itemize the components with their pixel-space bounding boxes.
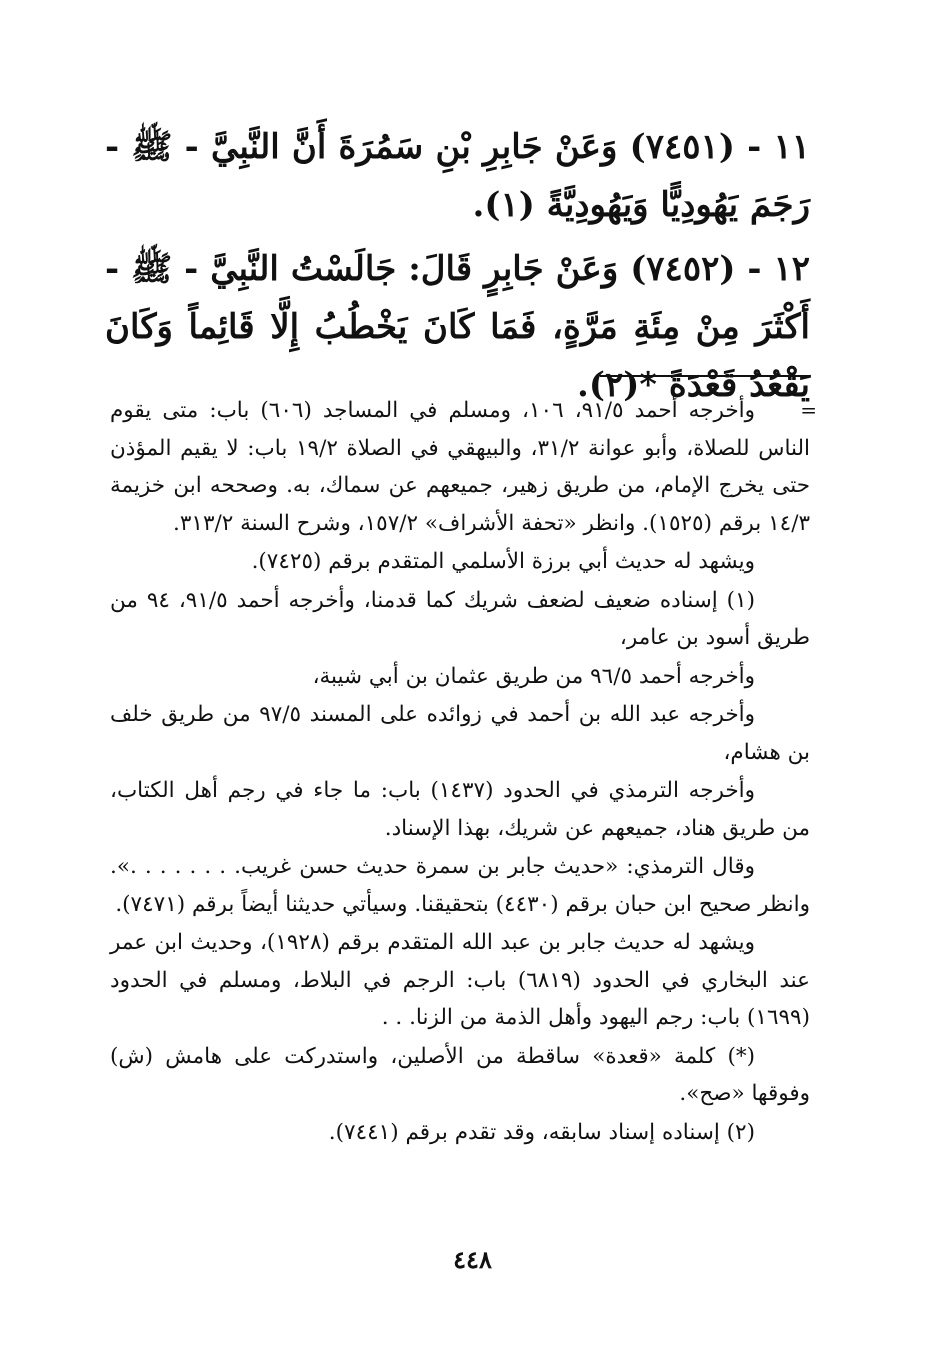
footnote-paragraph: وأخرجه عبد الله بن أحمد في زوائده على المسند ٩٧/٥ من طريق خلف بن هشام، [110,702,810,765]
footnote-paragraph: ويشهد له حديث أبي برزة الأسلمي المتقدم برقم (٧٤٢٥). [251,549,755,574]
footnote-paragraph: وقال الترمذي: «حديث جابر بن سمرة حديث حسن غريب. . . . . . . .». وانظر صحيح ابن حبان برقم (٤٤٣٠) بتحقيقنا. وسيأتي حديثنا أيضاً برقم (٧٤٧١). [110,854,810,917]
footnote-paragraph: ويشهد له حديث جابر بن عبد الله المتقدم برقم (١٩٢٨)، وحديث ابن عمر عند البخاري في الحدود (٦٨١٩) باب: الرجم في البلاط، ومسلم في الحدود (١٦٩٩) باب: رجم اليهود وأهل الذمة من الزنا. . . [110,930,810,1030]
footnote-paragraph: (٢) إسناده إسناد سابقه، وقد تقدم برقم (٧٤٤١). [328,1119,755,1145]
hadith-text: ١٢ - (٧٤٥٢) وَعَنْ جَابِرٍ قَالَ: جَالَسْتُ النَّبِيَّ - ﷺ - أَكْثَرَ مِنْ مِئَةِ مَرَّةٍ، فَمَا كَانَ يَخْطُبُ إِلَّا قَائِماً وَكَانَ يَقْعُدُ قَعْدَةً *(٢). [105,249,811,405]
continuation-mark: = [800,398,817,422]
footnote-paragraph: (١) إسناده ضعيف لضعف شريك كما قدمنا، وأخرجه أحمد ٩١/٥، ٩٤ من طريق أسود بن عامر، [110,587,810,650]
page-number: ٤٤٨ [453,1245,492,1274]
footnotes [110,392,810,1152]
footnote-paragraph: وأخرجه أحمد ٩١/٥، ١٠٦، ومسلم في المساجد (٦٠٦) باب: متى يقوم الناس للصلاة، وأبو عوانة ٣١/٢، والبيهقي في الصلاة ١٩/٢ باب: لا يقيم المؤذن حتى يخرج الإمام، من طريق زهير، جميعهم عن سماك، به. وصححه ابن خزيمة ١٤/٣ برقم (١٥٢٥). وانظر «تحفة الأشراف» ١٥٧/٢، وشرح السنة ٣١٣/٢. [110,398,811,536]
hadith-text: ١١ - (٧٤٥١) وَعَنْ جَابِرِ بْنِ سَمُرَةَ أَنَّ النَّبِيَّ - ﷺ - رَجَمَ يَهُودِيًّا وَيَهُودِيَّةً (١). [105,127,810,225]
hadith-7451 [105,118,810,234]
footnote-paragraph: وأخرجه الترمذي في الحدود (١٤٣٧) باب: ما جاء في رجم أهل الكتاب، من طريق هناد، جميعهم عن شريك، بهذا الإسناد. [110,778,810,841]
footnote-paragraph: وأخرجه أحمد ٩٦/٥ من طريق عثمان بن أبي شيبة، [312,663,755,689]
hadith-7452 [105,240,810,414]
footnote-paragraph: (*) كلمة «قعدة» ساقطة من الأصلين، واستدركت على هامش (ش) وفوقها «صح». [110,1043,810,1106]
footnote-separator [600,375,810,377]
